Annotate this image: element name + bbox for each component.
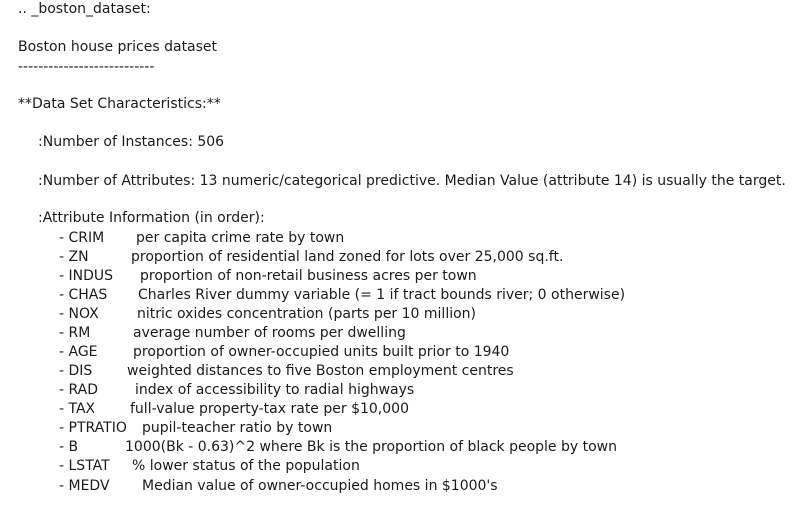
attribute-description: Median value of owner-occupied homes in $1000's <box>142 478 498 494</box>
attribute-row <box>59 438 617 457</box>
attribute-description: index of accessibility to radial highways <box>135 382 415 398</box>
attribute-description: Charles River dummy variable (= 1 if tract bounds river; 0 otherwise) <box>138 287 626 303</box>
attribute-name: - PTRATIO <box>59 420 127 436</box>
attribute-name: - LSTAT <box>59 458 110 474</box>
attribute-row <box>59 477 498 496</box>
attribute-row <box>59 305 476 324</box>
attribute-name: - RAD <box>59 382 99 398</box>
attribute-description: pupil-teacher ratio by town <box>142 420 333 436</box>
attribute-info-header: :Attribute Information (in order): <box>38 210 265 226</box>
attribute-name: - B <box>59 439 79 455</box>
attribute-row <box>59 248 563 267</box>
attribute-row <box>59 286 625 305</box>
attribute-description: per capita crime rate by town <box>136 230 345 246</box>
attribute-name: - MEDV <box>59 478 110 494</box>
attribute-description: nitric oxides concentration (parts per 10 million) <box>137 306 476 322</box>
number-of-instances: :Number of Instances: 506 <box>38 134 225 150</box>
attribute-description: proportion of owner-occupied units built prior to 1940 <box>133 344 510 360</box>
attribute-description: average number of rooms per dwelling <box>133 325 406 341</box>
attribute-row <box>59 362 514 381</box>
attribute-description: 1000(Bk - 0.63)^2 where Bk is the proportion of black people by town <box>125 439 617 455</box>
attribute-name: - INDUS <box>59 268 114 284</box>
attribute-name: - AGE <box>59 344 98 360</box>
attribute-description: full-value property-tax rate per $10,000 <box>130 401 409 417</box>
attribute-description: proportion of non-retail business acres per town <box>140 268 477 284</box>
attribute-name: - NOX <box>59 306 99 322</box>
attribute-row <box>59 343 509 362</box>
attribute-row <box>59 267 477 286</box>
attribute-row <box>59 324 406 343</box>
attribute-row <box>59 457 360 476</box>
number-of-attributes: :Number of Attributes: 13 numeric/categorical predictive. Median Value (attribute 14) is usually the target. <box>38 173 786 189</box>
document-title: Boston house prices dataset <box>18 39 218 55</box>
characteristics-header: **Data Set Characteristics:** <box>18 96 221 112</box>
attribute-row <box>59 381 414 400</box>
attribute-description: weighted distances to five Boston employment centres <box>127 363 514 379</box>
attribute-name: - ZN <box>59 249 89 265</box>
attribute-name: - TAX <box>59 401 96 417</box>
attribute-description: % lower status of the population <box>132 458 360 474</box>
attribute-name: - DIS <box>59 363 93 379</box>
attribute-row <box>59 229 344 248</box>
attribute-name: - CHAS <box>59 287 108 303</box>
attribute-name: - RM <box>59 325 91 341</box>
attribute-description: proportion of residential land zoned for lots over 25,000 sq.ft. <box>131 249 564 265</box>
title-underline: --------------------------- <box>18 59 155 75</box>
attribute-row <box>59 419 332 438</box>
rst-label: .. _boston_dataset: <box>18 1 151 17</box>
attribute-name: - CRIM <box>59 230 105 246</box>
attribute-row <box>59 400 409 419</box>
